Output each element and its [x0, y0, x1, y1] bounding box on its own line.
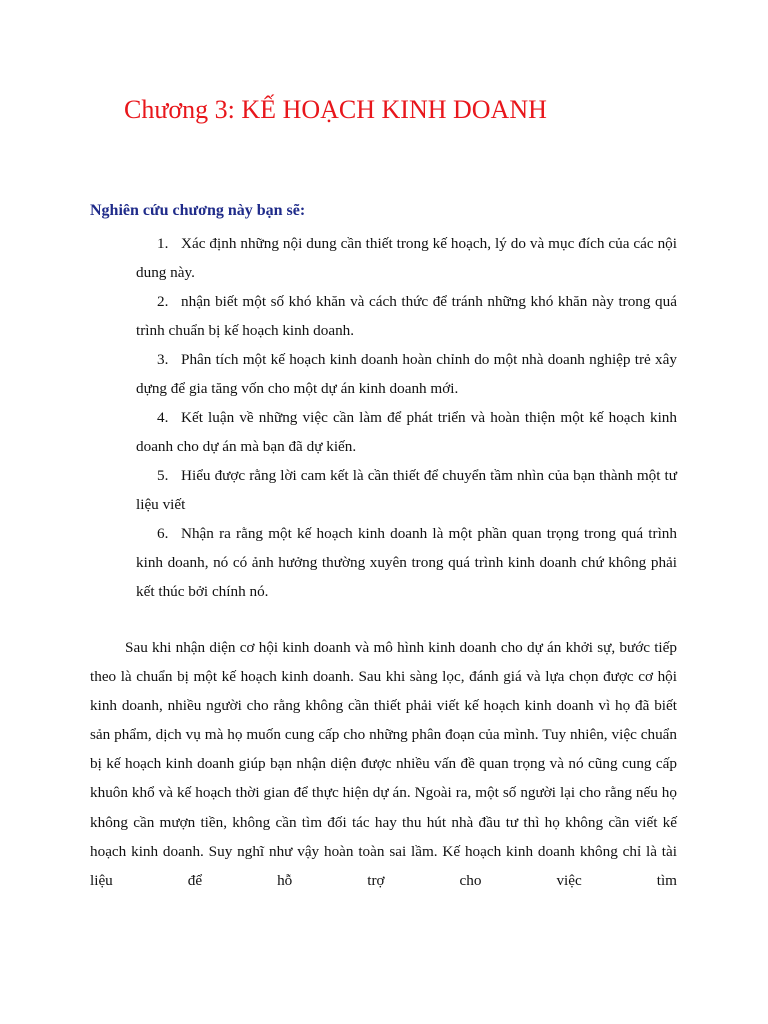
- chapter-title: Chương 3: KẾ HOẠCH KINH DOANH: [124, 95, 547, 124]
- objective-text: Hiểu được rằng lời cam kết là cần thiết để chuyển tầm nhìn của bạn thành một tư liệu viết: [136, 467, 677, 513]
- objective-item: [136, 229, 677, 287]
- objective-item: [136, 403, 677, 461]
- objective-item: [136, 519, 677, 606]
- objective-item: [136, 345, 677, 403]
- objective-number: 3.: [157, 351, 169, 368]
- intro-heading: Nghiên cứu chương này bạn sẽ:: [90, 202, 306, 219]
- objective-text: Kết luận về những việc cần làm để phát triển và hoàn thiện một kế hoạch kinh doanh cho dự án mà bạn đã dự kiến.: [136, 409, 677, 455]
- body-paragraph: Sau khi nhận diện cơ hội kinh doanh và mô hình kinh doanh cho dự án khởi sự, bước tiếp theo là chuẩn bị một kế hoạch kinh doanh. Sau khi sàng lọc, đánh giá và lựa chọn được cơ hội kinh doanh, nhiều người cho rằng không cần thiết phải viết kế hoạch kinh doanh vì họ đã biết sản phẩm, dịch vụ mà họ muốn cung cấp cho những phân đoạn của mình. Tuy nhiên, việc chuẩn bị kế hoạch kinh doanh giúp bạn nhận diện được nhiều vấn đề quan trọng và nó cũng cung cấp khuôn khổ và kế hoạch thời gian để thực hiện dự án. Ngoài ra, một số người lại cho rằng nếu họ không cần mượn tiền, không cần tìm đối tác hay thu hút nhà đầu tư thì họ không cần viết kế hoạch kinh doanh. Suy nghĩ như vậy hoàn toàn sai lầm. Kế hoạch kinh doanh không chỉ là tài liệu để hỗ trợ cho việc tìm: [90, 639, 677, 889]
- objective-number: 4.: [157, 409, 169, 426]
- objective-text: nhận biết một số khó khăn và cách thức để tránh những khó khăn này trong quá trình chuẩn bị kế hoạch kinh doanh.: [136, 293, 677, 339]
- objective-item: [136, 461, 677, 519]
- objective-number: 5.: [157, 467, 169, 484]
- objective-text: Xác định những nội dung cần thiết trong kế hoạch, lý do và mục đích của các nội dung này.: [136, 235, 677, 281]
- objective-number: 2.: [157, 293, 169, 310]
- objective-text: Nhận ra rằng một kế hoạch kinh doanh là một phần quan trọng trong quá trình kinh doanh, nó có ảnh hưởng thường xuyên trong quá trình kinh doanh chứ không phải kết thúc bởi chính nó.: [136, 525, 677, 600]
- objective-item: [136, 287, 677, 345]
- objectives-list: [136, 229, 677, 606]
- objective-number: 1.: [157, 235, 169, 252]
- objective-number: 6.: [157, 525, 169, 542]
- objective-text: Phân tích một kế hoạch kinh doanh hoàn chỉnh do một nhà doanh nghiệp trẻ xây dựng để gia tăng vốn cho một dự án kinh doanh mới.: [136, 351, 677, 397]
